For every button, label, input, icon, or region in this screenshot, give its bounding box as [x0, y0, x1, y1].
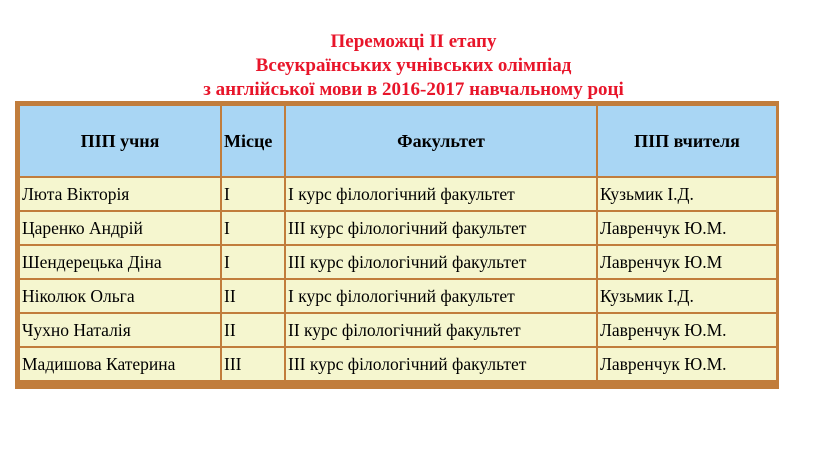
header-teacher-name: ПІП вчителя: [597, 105, 777, 177]
table-row: [19, 313, 777, 347]
table-row: [19, 279, 777, 313]
table-row: [19, 347, 777, 381]
cell-place: І: [221, 211, 285, 245]
title-line-1: Переможці ІІ етапу: [330, 31, 497, 52]
page-title: [0, 30, 827, 102]
cell-teacher-name: Кузьмик І.Д.: [597, 177, 777, 211]
cell-teacher-name: Кузьмик І.Д.: [597, 279, 777, 313]
cell-student-name: Ніколюк Ольга: [19, 279, 221, 313]
cell-student-name: Царенко Андрій: [19, 211, 221, 245]
cell-place: І: [221, 245, 285, 279]
cell-teacher-name: Лавренчук Ю.М.: [597, 347, 777, 381]
table-row: [19, 177, 777, 211]
cell-place: І: [221, 177, 285, 211]
cell-faculty: ІІ курс філологічний факультет: [285, 313, 597, 347]
winners-table-container: [15, 101, 779, 389]
cell-place: ІІІ: [221, 347, 285, 381]
cell-faculty: ІІІ курс філологічний факультет: [285, 245, 597, 279]
table-row: [19, 245, 777, 279]
cell-faculty: ІІІ курс філологічний факультет: [285, 347, 597, 381]
title-line-3: з англійської мови в 2016-2017 навчальному році: [203, 79, 624, 100]
cell-place: ІІ: [221, 279, 285, 313]
table-row: [19, 211, 777, 245]
cell-student-name: Мадишова Катерина: [19, 347, 221, 381]
title-line-2: Всеукраїнських учнівських олімпіад: [255, 55, 572, 76]
cell-faculty: І курс філологічний факультет: [285, 279, 597, 313]
header-student-name: ПІП учня: [19, 105, 221, 177]
header-place: Місце: [221, 105, 285, 177]
header-faculty: Факультет: [285, 105, 597, 177]
cell-faculty: І курс філологічний факультет: [285, 177, 597, 211]
cell-student-name: Чухно Наталія: [19, 313, 221, 347]
cell-teacher-name: Лавренчук Ю.М: [597, 245, 777, 279]
cell-student-name: Шендерецька Діна: [19, 245, 221, 279]
cell-teacher-name: Лавренчук Ю.М.: [597, 313, 777, 347]
winners-table: [18, 104, 778, 382]
cell-faculty: ІІІ курс філологічний факультет: [285, 211, 597, 245]
table-header-row: [19, 105, 777, 177]
cell-place: ІІ: [221, 313, 285, 347]
cell-student-name: Люта Вікторія: [19, 177, 221, 211]
cell-teacher-name: Лавренчук Ю.М.: [597, 211, 777, 245]
